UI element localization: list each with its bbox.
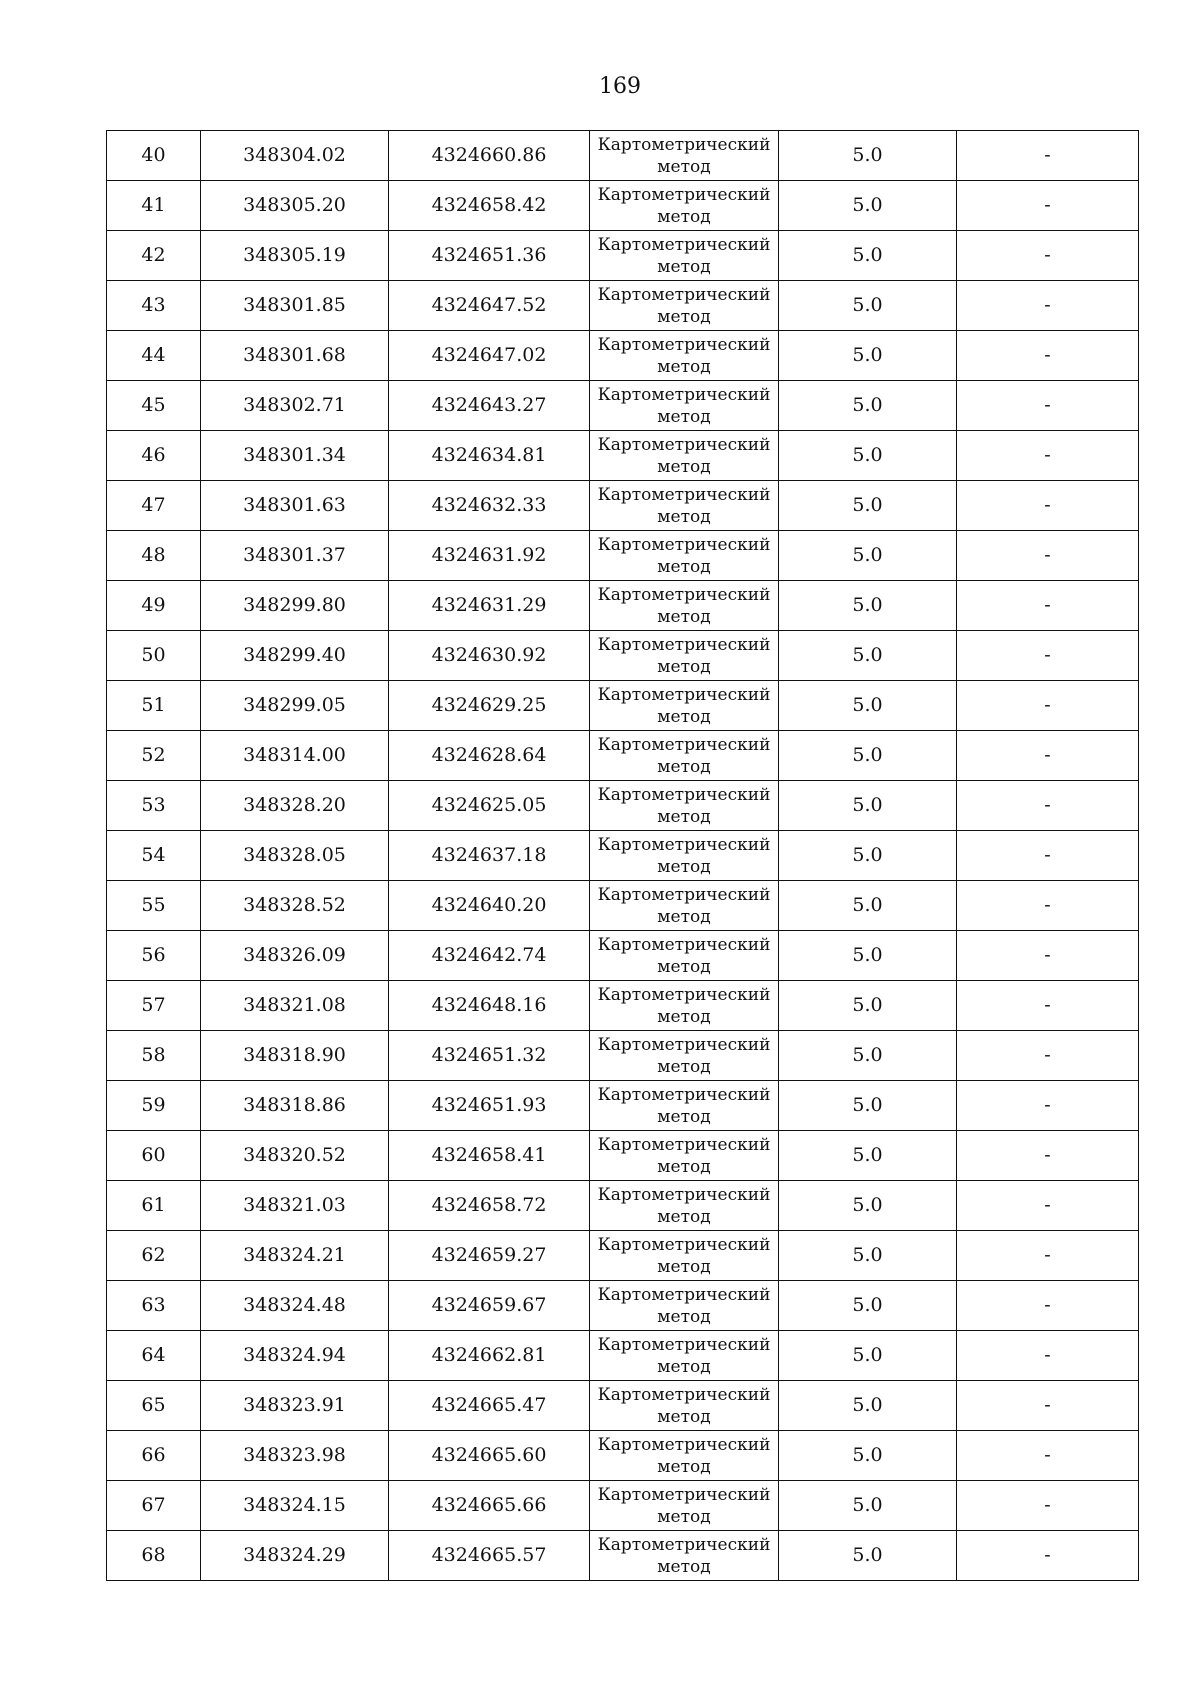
method-cell [590, 331, 779, 381]
table-row [107, 381, 1139, 431]
y-coordinate-cell: 4324658.42 [389, 181, 590, 231]
point-number-cell: 50 [107, 631, 201, 681]
point-number-cell: 49 [107, 581, 201, 631]
method-line-2: метод [657, 1257, 711, 1277]
note-cell: - [957, 1481, 1139, 1531]
x-coordinate-cell: 348321.08 [201, 981, 389, 1031]
x-coordinate-cell: 348328.52 [201, 881, 389, 931]
accuracy-cell: 5.0 [779, 1331, 957, 1381]
table-row [107, 981, 1139, 1031]
accuracy-cell: 5.0 [779, 1481, 957, 1531]
method-cell [590, 1081, 779, 1131]
point-number-cell: 61 [107, 1181, 201, 1231]
note-cell: - [957, 281, 1139, 331]
method-line-2: метод [657, 857, 711, 877]
note-cell: - [957, 831, 1139, 881]
method-cell [590, 1431, 779, 1481]
table-row [107, 1531, 1139, 1581]
method-cell [590, 831, 779, 881]
accuracy-cell: 5.0 [779, 631, 957, 681]
x-coordinate-cell: 348301.68 [201, 331, 389, 381]
method-line-1: Картометрический [597, 1185, 771, 1205]
point-number-cell: 65 [107, 1381, 201, 1431]
table-row [107, 881, 1139, 931]
table-row [107, 231, 1139, 281]
method-line-1: Картометрический [597, 685, 771, 705]
method-cell [590, 881, 779, 931]
note-cell: - [957, 681, 1139, 731]
point-number-cell: 51 [107, 681, 201, 731]
y-coordinate-cell: 4324658.72 [389, 1181, 590, 1231]
note-cell: - [957, 1381, 1139, 1431]
method-cell [590, 931, 779, 981]
table-row [107, 531, 1139, 581]
note-cell: - [957, 181, 1139, 231]
method-line-1: Картометрический [597, 435, 771, 455]
point-number-cell: 62 [107, 1231, 201, 1281]
method-cell [590, 1181, 779, 1231]
method-line-2: метод [657, 607, 711, 627]
note-cell: - [957, 531, 1139, 581]
accuracy-cell: 5.0 [779, 1231, 957, 1281]
point-number-cell: 48 [107, 531, 201, 581]
accuracy-cell: 5.0 [779, 1081, 957, 1131]
method-cell [590, 981, 779, 1031]
table-row [107, 831, 1139, 881]
note-cell: - [957, 431, 1139, 481]
method-line-1: Картометрический [597, 585, 771, 605]
method-line-2: метод [657, 307, 711, 327]
note-cell: - [957, 1131, 1139, 1181]
method-line-1: Картометрический [597, 985, 771, 1005]
method-line-1: Картометрический [597, 835, 771, 855]
y-coordinate-cell: 4324647.52 [389, 281, 590, 331]
method-cell [590, 531, 779, 581]
method-line-1: Картометрический [597, 535, 771, 555]
method-line-2: метод [657, 207, 711, 227]
x-coordinate-cell: 348301.63 [201, 481, 389, 531]
y-coordinate-cell: 4324658.41 [389, 1131, 590, 1181]
note-cell: - [957, 1031, 1139, 1081]
method-cell [590, 431, 779, 481]
table-row [107, 281, 1139, 331]
accuracy-cell: 5.0 [779, 1381, 957, 1431]
method-line-1: Картометрический [597, 185, 771, 205]
y-coordinate-cell: 4324665.66 [389, 1481, 590, 1531]
table-row [107, 1031, 1139, 1081]
method-line-2: метод [657, 957, 711, 977]
point-number-cell: 46 [107, 431, 201, 481]
method-cell [590, 1481, 779, 1531]
method-line-2: метод [657, 507, 711, 527]
accuracy-cell: 5.0 [779, 781, 957, 831]
note-cell: - [957, 1431, 1139, 1481]
x-coordinate-cell: 348328.20 [201, 781, 389, 831]
method-line-1: Картометрический [597, 885, 771, 905]
method-cell [590, 681, 779, 731]
y-coordinate-cell: 4324637.18 [389, 831, 590, 881]
table-row [107, 481, 1139, 531]
method-cell [590, 281, 779, 331]
x-coordinate-cell: 348318.90 [201, 1031, 389, 1081]
method-line-2: метод [657, 457, 711, 477]
method-cell [590, 1531, 779, 1581]
method-line-1: Картометрический [597, 1085, 771, 1105]
method-cell [590, 1331, 779, 1381]
note-cell: - [957, 731, 1139, 781]
y-coordinate-cell: 4324651.93 [389, 1081, 590, 1131]
point-number-cell: 56 [107, 931, 201, 981]
note-cell: - [957, 881, 1139, 931]
x-coordinate-cell: 348305.20 [201, 181, 389, 231]
table-row [107, 1431, 1139, 1481]
accuracy-cell: 5.0 [779, 481, 957, 531]
method-cell [590, 581, 779, 631]
method-cell [590, 131, 779, 181]
point-number-cell: 58 [107, 1031, 201, 1081]
table-row [107, 331, 1139, 381]
x-coordinate-cell: 348318.86 [201, 1081, 389, 1131]
table-row [107, 781, 1139, 831]
method-line-2: метод [657, 1007, 711, 1027]
note-cell: - [957, 981, 1139, 1031]
coordinates-table-body [107, 131, 1139, 1581]
table-row [107, 181, 1139, 231]
x-coordinate-cell: 348314.00 [201, 731, 389, 781]
note-cell: - [957, 931, 1139, 981]
x-coordinate-cell: 348324.48 [201, 1281, 389, 1331]
x-coordinate-cell: 348324.21 [201, 1231, 389, 1281]
point-number-cell: 68 [107, 1531, 201, 1581]
method-cell [590, 781, 779, 831]
method-cell [590, 1231, 779, 1281]
method-line-1: Картометрический [597, 485, 771, 505]
point-number-cell: 43 [107, 281, 201, 331]
point-number-cell: 54 [107, 831, 201, 881]
y-coordinate-cell: 4324665.47 [389, 1381, 590, 1431]
accuracy-cell: 5.0 [779, 981, 957, 1031]
x-coordinate-cell: 348324.15 [201, 1481, 389, 1531]
note-cell: - [957, 781, 1139, 831]
method-line-2: метод [657, 1207, 711, 1227]
point-number-cell: 63 [107, 1281, 201, 1331]
x-coordinate-cell: 348301.34 [201, 431, 389, 481]
method-line-1: Картометрический [597, 285, 771, 305]
method-line-2: метод [657, 657, 711, 677]
method-line-2: метод [657, 1157, 711, 1177]
point-number-cell: 64 [107, 1331, 201, 1381]
method-line-1: Картометрический [597, 1335, 771, 1355]
method-line-2: метод [657, 807, 711, 827]
y-coordinate-cell: 4324642.74 [389, 931, 590, 981]
y-coordinate-cell: 4324648.16 [389, 981, 590, 1031]
method-line-1: Картометрический [597, 735, 771, 755]
y-coordinate-cell: 4324631.29 [389, 581, 590, 631]
y-coordinate-cell: 4324629.25 [389, 681, 590, 731]
x-coordinate-cell: 348302.71 [201, 381, 389, 431]
method-line-2: метод [657, 407, 711, 427]
point-number-cell: 40 [107, 131, 201, 181]
note-cell: - [957, 581, 1139, 631]
method-line-2: метод [657, 557, 711, 577]
y-coordinate-cell: 4324659.27 [389, 1231, 590, 1281]
method-cell [590, 181, 779, 231]
table-row [107, 581, 1139, 631]
method-line-2: метод [657, 1507, 711, 1527]
x-coordinate-cell: 348304.02 [201, 131, 389, 181]
x-coordinate-cell: 348301.37 [201, 531, 389, 581]
method-line-2: метод [657, 357, 711, 377]
x-coordinate-cell: 348320.52 [201, 1131, 389, 1181]
accuracy-cell: 5.0 [779, 1531, 957, 1581]
accuracy-cell: 5.0 [779, 281, 957, 331]
point-number-cell: 66 [107, 1431, 201, 1481]
method-cell [590, 1031, 779, 1081]
method-line-2: метод [657, 1457, 711, 1477]
point-number-cell: 42 [107, 231, 201, 281]
table-row [107, 431, 1139, 481]
y-coordinate-cell: 4324630.92 [389, 631, 590, 681]
accuracy-cell: 5.0 [779, 431, 957, 481]
method-line-1: Картометрический [597, 935, 771, 955]
method-line-2: метод [657, 707, 711, 727]
table-row [107, 1131, 1139, 1181]
y-coordinate-cell: 4324665.57 [389, 1531, 590, 1581]
note-cell: - [957, 631, 1139, 681]
y-coordinate-cell: 4324643.27 [389, 381, 590, 431]
x-coordinate-cell: 348321.03 [201, 1181, 389, 1231]
y-coordinate-cell: 4324659.67 [389, 1281, 590, 1331]
table-row [107, 1081, 1139, 1131]
table-row [107, 1231, 1139, 1281]
table-row [107, 681, 1139, 731]
point-number-cell: 55 [107, 881, 201, 931]
method-cell [590, 1281, 779, 1331]
y-coordinate-cell: 4324634.81 [389, 431, 590, 481]
method-line-2: метод [657, 1557, 711, 1577]
x-coordinate-cell: 348299.80 [201, 581, 389, 631]
table-row [107, 131, 1139, 181]
method-cell [590, 1131, 779, 1181]
accuracy-cell: 5.0 [779, 931, 957, 981]
method-line-1: Картометрический [597, 785, 771, 805]
coordinates-table [106, 130, 1139, 1581]
table-row [107, 731, 1139, 781]
point-number-cell: 45 [107, 381, 201, 431]
y-coordinate-cell: 4324660.86 [389, 131, 590, 181]
table-row [107, 1181, 1139, 1231]
point-number-cell: 53 [107, 781, 201, 831]
method-line-2: метод [657, 1407, 711, 1427]
x-coordinate-cell: 348301.85 [201, 281, 389, 331]
y-coordinate-cell: 4324631.92 [389, 531, 590, 581]
method-line-2: метод [657, 1307, 711, 1327]
accuracy-cell: 5.0 [779, 731, 957, 781]
y-coordinate-cell: 4324665.60 [389, 1431, 590, 1481]
y-coordinate-cell: 4324628.64 [389, 731, 590, 781]
method-line-1: Картометрический [597, 635, 771, 655]
method-line-2: метод [657, 907, 711, 927]
method-line-1: Картометрический [597, 1385, 771, 1405]
point-number-cell: 47 [107, 481, 201, 531]
method-line-2: метод [657, 1107, 711, 1127]
accuracy-cell: 5.0 [779, 1281, 957, 1331]
point-number-cell: 41 [107, 181, 201, 231]
note-cell: - [957, 381, 1139, 431]
accuracy-cell: 5.0 [779, 581, 957, 631]
accuracy-cell: 5.0 [779, 131, 957, 181]
method-cell [590, 381, 779, 431]
accuracy-cell: 5.0 [779, 531, 957, 581]
accuracy-cell: 5.0 [779, 681, 957, 731]
note-cell: - [957, 131, 1139, 181]
method-line-1: Картометрический [597, 385, 771, 405]
accuracy-cell: 5.0 [779, 381, 957, 431]
accuracy-cell: 5.0 [779, 231, 957, 281]
y-coordinate-cell: 4324625.05 [389, 781, 590, 831]
note-cell: - [957, 1331, 1139, 1381]
table-row [107, 1381, 1139, 1431]
method-cell [590, 481, 779, 531]
point-number-cell: 59 [107, 1081, 201, 1131]
point-number-cell: 44 [107, 331, 201, 381]
note-cell: - [957, 1531, 1139, 1581]
note-cell: - [957, 1181, 1139, 1231]
x-coordinate-cell: 348299.40 [201, 631, 389, 681]
method-line-1: Картометрический [597, 1235, 771, 1255]
x-coordinate-cell: 348326.09 [201, 931, 389, 981]
table-row [107, 1281, 1139, 1331]
method-line-1: Картометрический [597, 1035, 771, 1055]
accuracy-cell: 5.0 [779, 331, 957, 381]
x-coordinate-cell: 348299.05 [201, 681, 389, 731]
note-cell: - [957, 481, 1139, 531]
x-coordinate-cell: 348305.19 [201, 231, 389, 281]
y-coordinate-cell: 4324640.20 [389, 881, 590, 931]
method-line-2: метод [657, 1357, 711, 1377]
y-coordinate-cell: 4324662.81 [389, 1331, 590, 1381]
method-line-2: метод [657, 757, 711, 777]
note-cell: - [957, 231, 1139, 281]
x-coordinate-cell: 348324.29 [201, 1531, 389, 1581]
note-cell: - [957, 331, 1139, 381]
table-row [107, 1331, 1139, 1381]
y-coordinate-cell: 4324632.33 [389, 481, 590, 531]
page-number: 169 [599, 74, 641, 99]
method-cell [590, 631, 779, 681]
table-row [107, 631, 1139, 681]
method-line-1: Картометрический [597, 235, 771, 255]
note-cell: - [957, 1081, 1139, 1131]
method-cell [590, 731, 779, 781]
x-coordinate-cell: 348324.94 [201, 1331, 389, 1381]
accuracy-cell: 5.0 [779, 881, 957, 931]
method-cell [590, 231, 779, 281]
x-coordinate-cell: 348323.98 [201, 1431, 389, 1481]
point-number-cell: 67 [107, 1481, 201, 1531]
method-line-2: метод [657, 157, 711, 177]
note-cell: - [957, 1281, 1139, 1331]
method-cell [590, 1381, 779, 1431]
table-row [107, 1481, 1139, 1531]
accuracy-cell: 5.0 [779, 1031, 957, 1081]
note-cell: - [957, 1231, 1139, 1281]
accuracy-cell: 5.0 [779, 1131, 957, 1181]
method-line-1: Картометрический [597, 1435, 771, 1455]
y-coordinate-cell: 4324651.36 [389, 231, 590, 281]
accuracy-cell: 5.0 [779, 831, 957, 881]
table-row [107, 931, 1139, 981]
method-line-2: метод [657, 257, 711, 277]
method-line-1: Картометрический [597, 335, 771, 355]
point-number-cell: 60 [107, 1131, 201, 1181]
method-line-2: метод [657, 1057, 711, 1077]
x-coordinate-cell: 348323.91 [201, 1381, 389, 1431]
y-coordinate-cell: 4324647.02 [389, 331, 590, 381]
accuracy-cell: 5.0 [779, 181, 957, 231]
method-line-1: Картометрический [597, 135, 771, 155]
accuracy-cell: 5.0 [779, 1431, 957, 1481]
x-coordinate-cell: 348328.05 [201, 831, 389, 881]
point-number-cell: 57 [107, 981, 201, 1031]
method-line-1: Картометрический [597, 1535, 771, 1555]
point-number-cell: 52 [107, 731, 201, 781]
method-line-1: Картометрический [597, 1285, 771, 1305]
method-line-1: Картометрический [597, 1485, 771, 1505]
y-coordinate-cell: 4324651.32 [389, 1031, 590, 1081]
accuracy-cell: 5.0 [779, 1181, 957, 1231]
method-line-1: Картометрический [597, 1135, 771, 1155]
